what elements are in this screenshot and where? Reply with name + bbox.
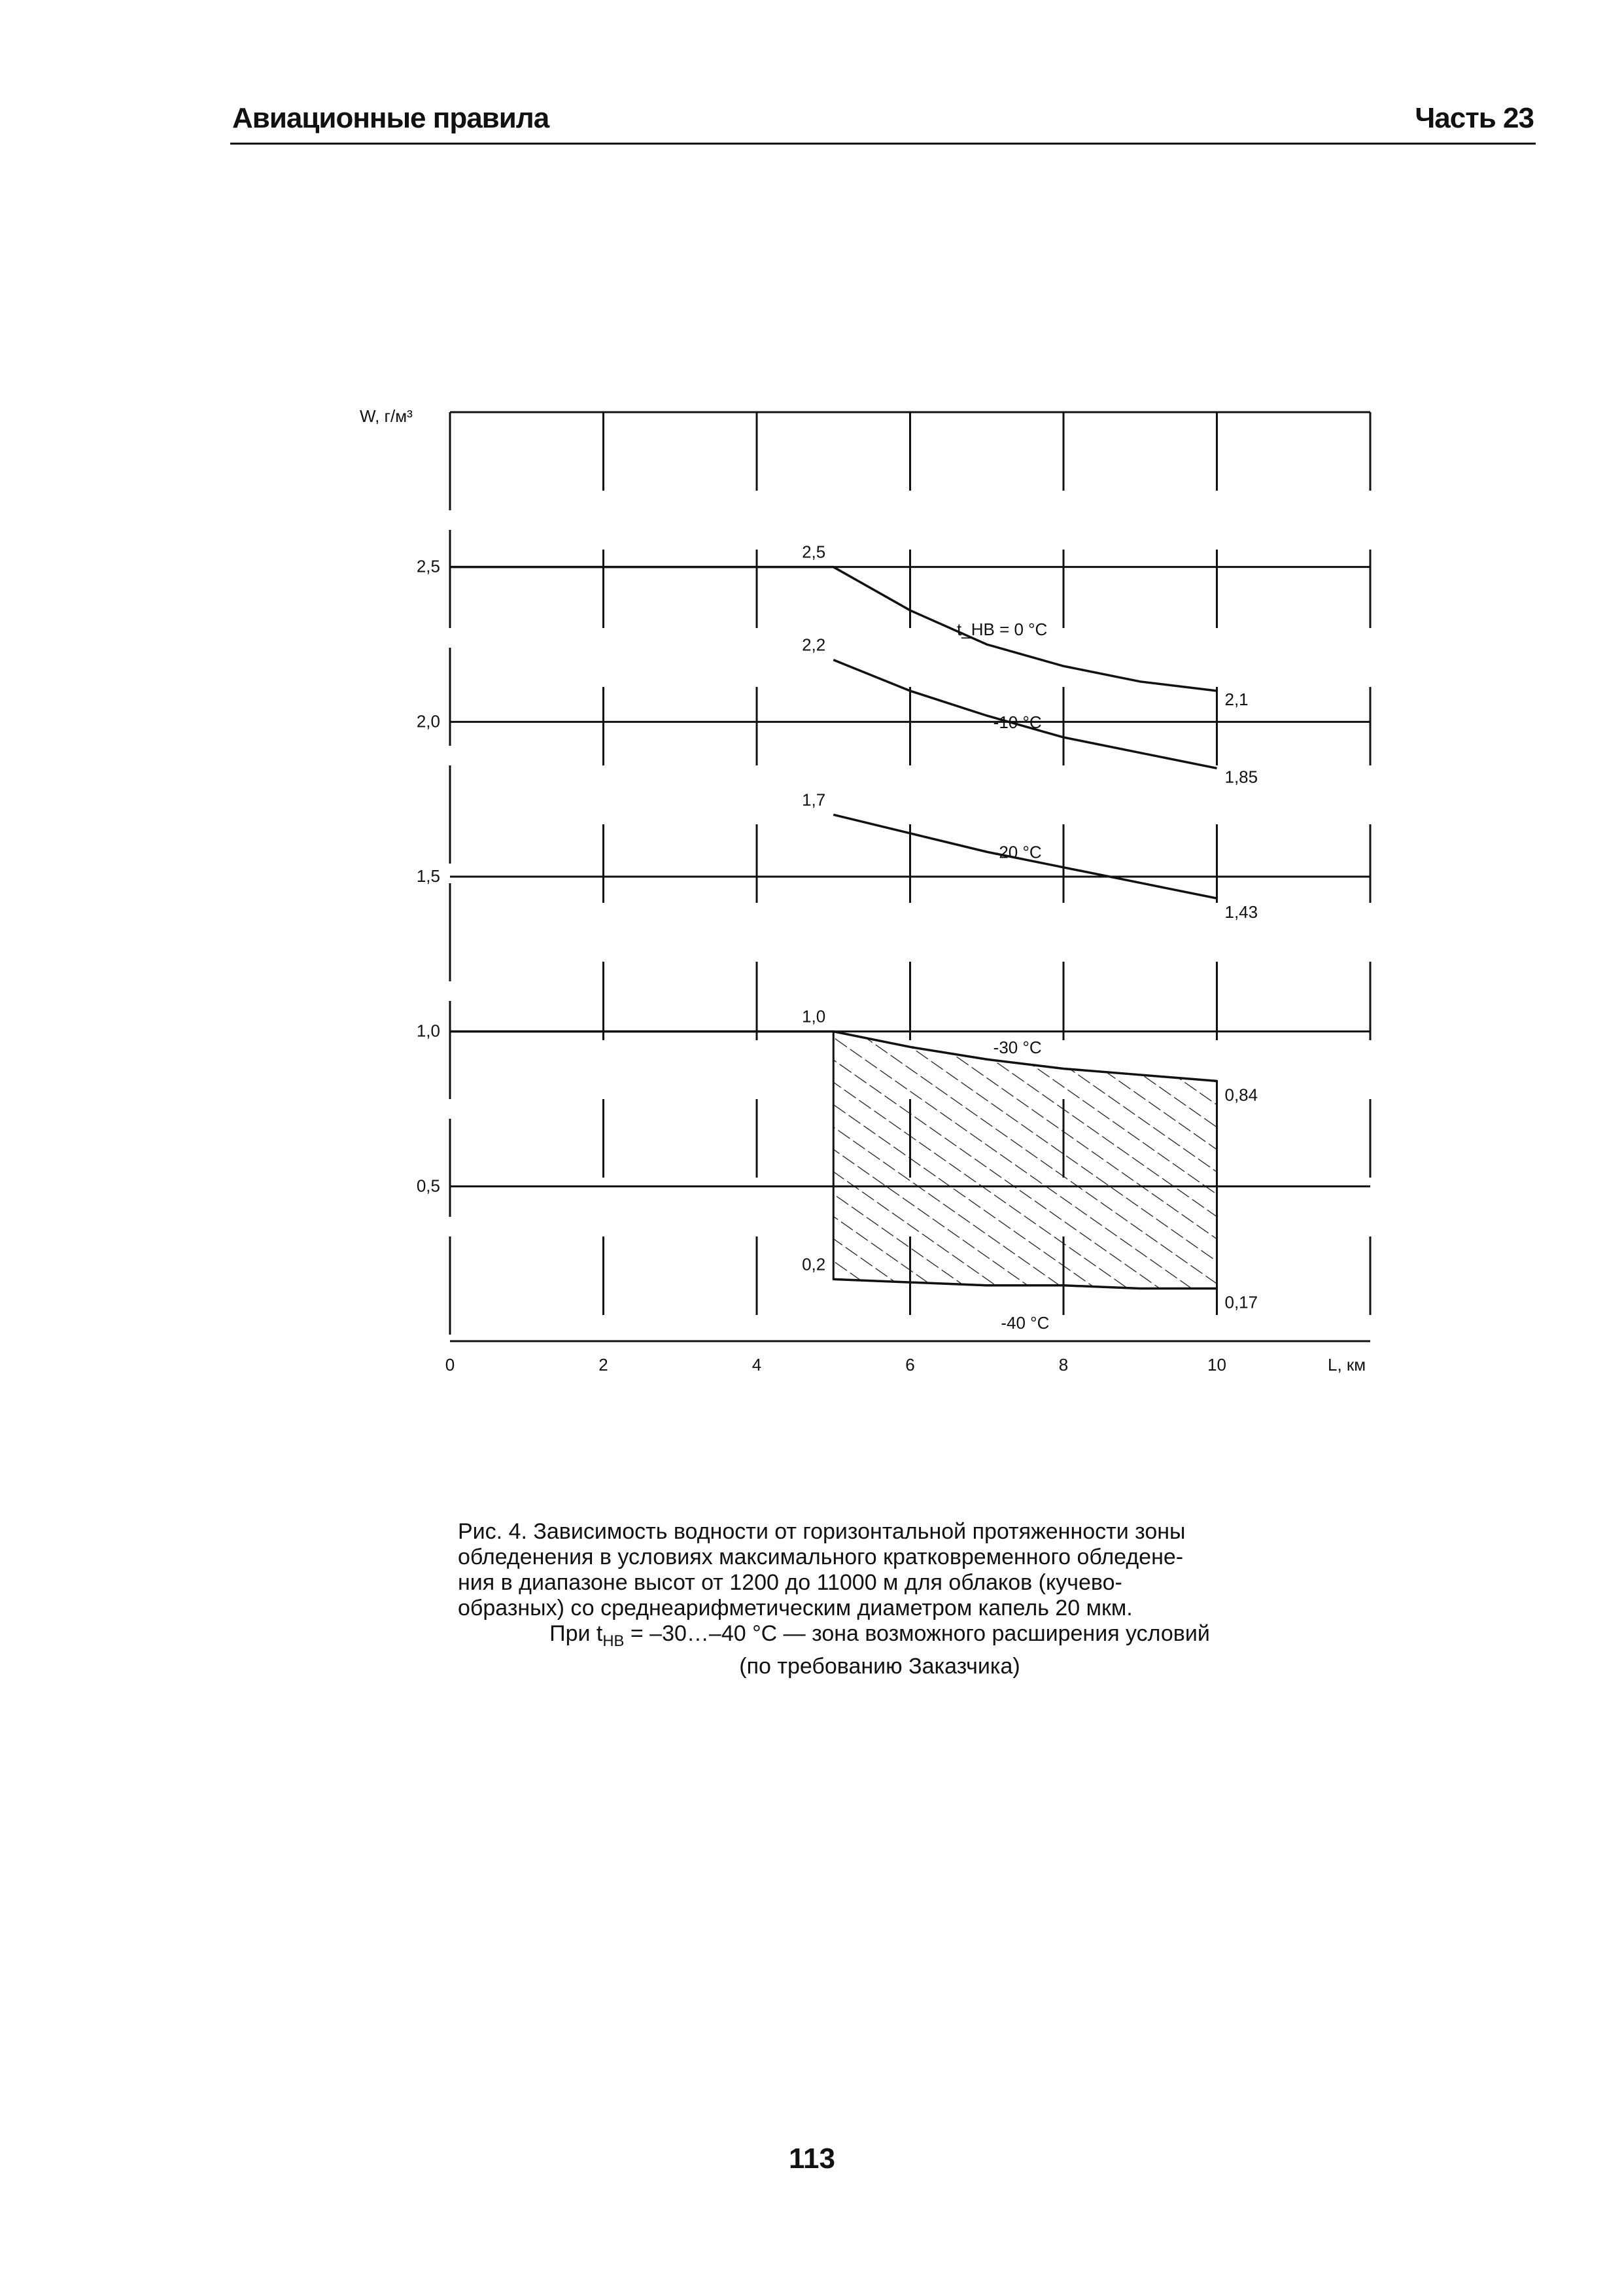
water-content-chart [340,379,1413,1439]
caption-line-1: Рис. 4. Зависимость водности от горизонтальной протяженности зоны [458,1519,1186,1544]
y-tick-label: 0,5 [416,1176,440,1196]
series-name: -10 °С [993,712,1042,732]
hatched-zone [833,1032,1217,1289]
running-header-title: Авиационные правила [232,102,549,134]
data-label: 0,2 [802,1254,826,1274]
series-line [450,567,1217,691]
data-label: 2,5 [802,542,826,562]
x-tick-label: 10 [1207,1355,1226,1375]
running-header-part: Часть 23 [1415,102,1534,134]
data-label: 2,1 [1224,690,1249,709]
caption-line-5-start: При t [549,1621,603,1646]
caption-line-5 [458,1621,1302,1654]
x-tick-label: 6 [905,1355,915,1375]
y-tick-label: 1,0 [416,1021,440,1041]
caption-line-2: обледенения в условиях максимального кратковременного обледене- [458,1545,1184,1569]
data-label: 1,0 [802,1006,826,1026]
caption-line-6: (по требованию Заказчика) [739,1653,1020,1679]
y-tick-label: 2,0 [416,711,440,731]
figure-caption [458,1519,1302,1679]
series-name: -40 °С [1001,1313,1050,1333]
x-axis-label: L, км [1328,1355,1366,1375]
y-axis-label: W, г/м³ [360,406,413,426]
data-label: 2,2 [802,635,826,655]
data-label: 0,84 [1224,1085,1258,1105]
caption-line-4: образных) со среднеарифметическим диаметром капель 20 мкм. [458,1596,1133,1621]
data-label: 1,7 [802,790,826,810]
header-divider [230,143,1536,145]
x-tick-label: 4 [752,1355,762,1375]
x-tick-label: 8 [1058,1355,1069,1375]
caption-line-3: ния в диапазоне высот от 1200 до 11000 м для облаков (кучево- [458,1570,1122,1595]
caption-line-5-end: = –30…–40 °С — зона возможного расширения условий [624,1621,1210,1646]
series-name: t_НВ = 0 °С [957,619,1048,639]
series-name: -30 °С [993,1037,1042,1057]
y-tick-label: 2,5 [416,556,440,576]
data-label: 1,85 [1224,767,1258,787]
caption-subscript: НВ [602,1632,625,1650]
page-number: 113 [789,2143,835,2175]
series-name: -20 °С [993,842,1042,862]
x-tick-label: 0 [445,1355,455,1375]
data-label: 0,17 [1224,1292,1258,1312]
x-tick-label: 2 [598,1355,608,1375]
data-label: 1,43 [1224,902,1258,922]
y-tick-label: 1,5 [416,866,440,886]
